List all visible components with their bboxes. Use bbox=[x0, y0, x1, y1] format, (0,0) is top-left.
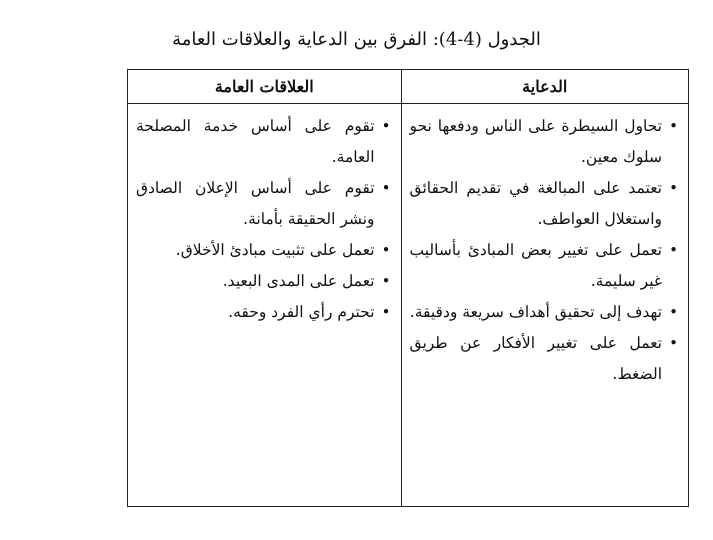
table-header-row bbox=[128, 70, 689, 104]
list-item: • تحترم رأي الفرد وحقه. bbox=[136, 297, 391, 328]
public-relations-list bbox=[128, 104, 401, 328]
list-item: • تحاول السيطرة على الناس ودفعها نحو سلوك معين. bbox=[410, 111, 678, 173]
list-item: • تعمل على تغيير الأفكار عن طريق الضغط. bbox=[410, 328, 678, 390]
table-caption: الجدول (4-4): الفرق بين الدعاية والعلاقات العامة bbox=[172, 29, 541, 50]
list-item: • تقوم على أساس الإعلان الصادق ونشر الحقيقة بأمانة. bbox=[136, 173, 391, 235]
list-item: • تعمل على المدى البعيد. bbox=[136, 266, 391, 297]
header-propaganda: الدعاية bbox=[401, 70, 688, 104]
list-item: • تعمل على تثبيت مبادئ الأخلاق. bbox=[136, 235, 391, 266]
public-relations-cell bbox=[128, 104, 402, 507]
table-body-row bbox=[128, 104, 689, 507]
header-public-relations: العلاقات العامة bbox=[128, 70, 402, 104]
list-item: • تهدف إلى تحقيق أهداف سريعة ودقيقة. bbox=[410, 297, 678, 328]
propaganda-list bbox=[402, 104, 688, 390]
list-item: • تعتمد على المبالغة في تقديم الحقائق واستغلال العواطف. bbox=[410, 173, 678, 235]
list-item: • تقوم على أساس خدمة المصلحة العامة. bbox=[136, 111, 391, 173]
comparison-table bbox=[127, 69, 689, 507]
list-item: • تعمل على تغيير بعض المبادئ بأساليب غير سليمة. bbox=[410, 235, 678, 297]
propaganda-cell bbox=[401, 104, 688, 507]
